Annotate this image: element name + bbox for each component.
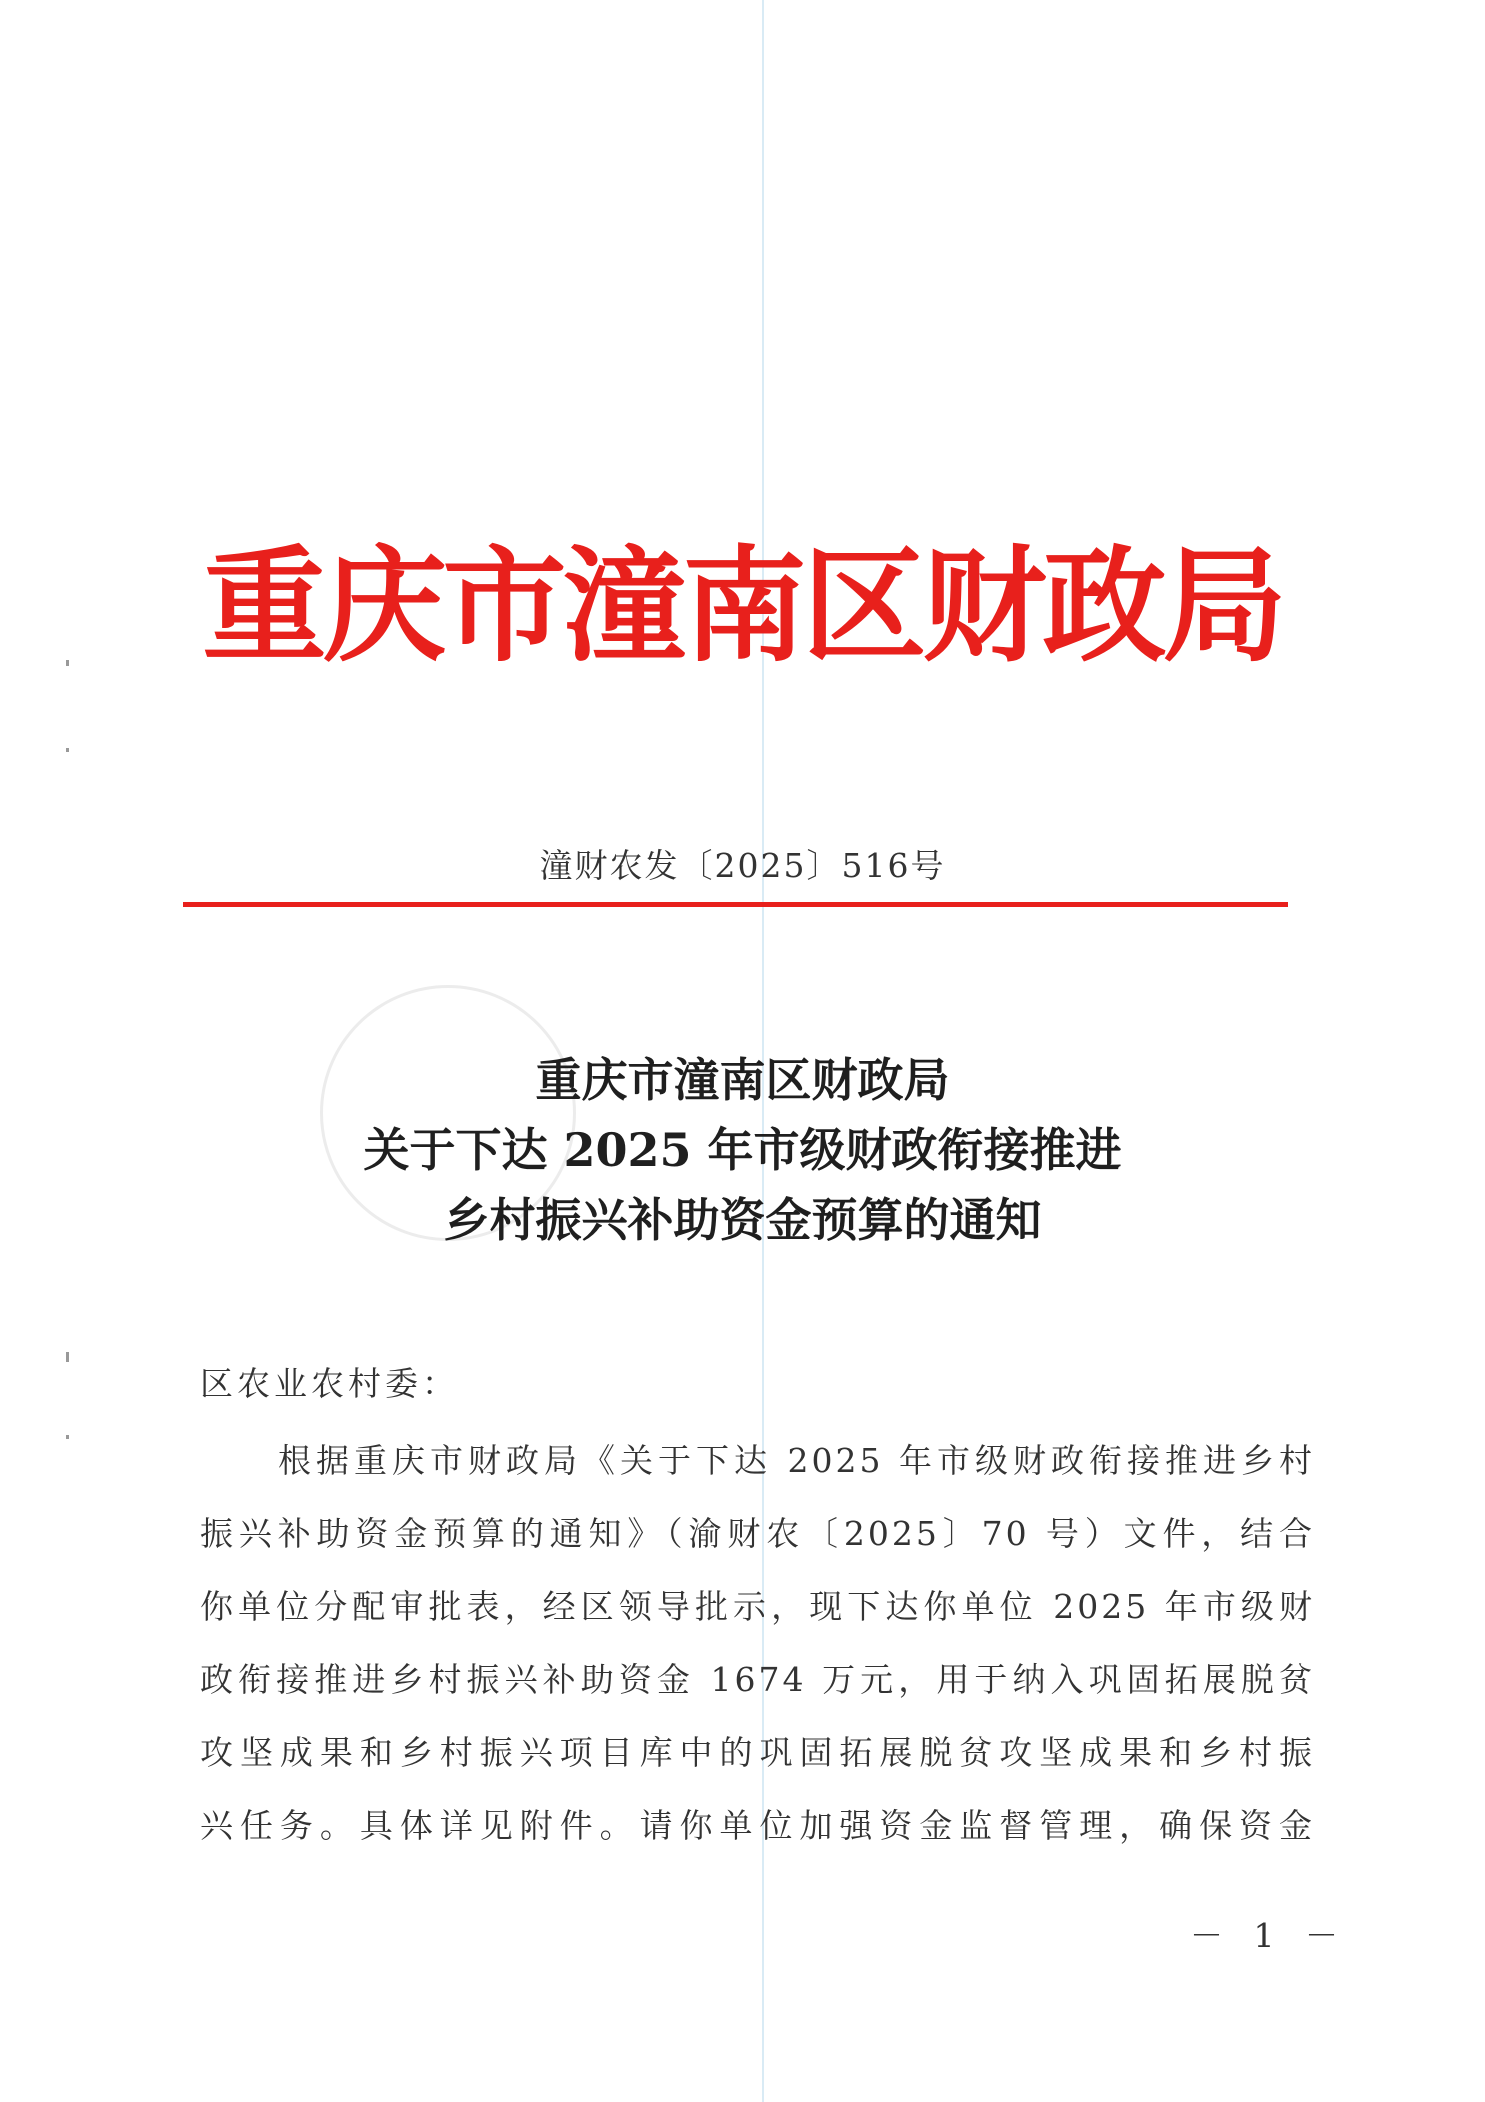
- title-line: 乡村振兴补助资金预算的通知: [443, 1193, 1042, 1247]
- recipient-salutation: 区农业农村委：: [200, 1364, 459, 1403]
- body-line: 振兴补助资金预算的通知》（渝财农〔2025〕70 号）文件，结合: [200, 1514, 1315, 1553]
- document-title: [0, 1045, 1485, 1255]
- page-number: － 1 －: [1190, 1916, 1348, 1955]
- agency-header-title: 重庆市潼南区财政局: [202, 534, 1283, 679]
- title-line: 关于下达 2025 年市级财政衔接推进: [363, 1123, 1122, 1177]
- margin-mark: [66, 1352, 69, 1362]
- document-number: 潼财农发〔2025〕516号: [539, 846, 946, 885]
- body-line: 政衔接推进乡村振兴补助资金 1674 万元，用于纳入巩固拓展脱贫: [200, 1660, 1315, 1699]
- body-line: 兴任务。具体详见附件。请你单位加强资金监督管理，确保资金: [200, 1806, 1315, 1845]
- margin-mark: [66, 748, 69, 752]
- red-divider-line: [183, 902, 1288, 907]
- margin-mark: [66, 1435, 69, 1439]
- body-line: 你单位分配审批表，经区领导批示，现下达你单位 2025 年市级财: [200, 1587, 1315, 1626]
- body-line: 攻坚成果和乡村振兴项目库中的巩固拓展脱贫攻坚成果和乡村振: [200, 1733, 1315, 1772]
- title-line: 重庆市潼南区财政局: [535, 1053, 950, 1107]
- body-line: 根据重庆市财政局《关于下达 2025 年市级财政衔接推进乡村: [278, 1441, 1315, 1480]
- body-paragraph: [200, 1424, 1315, 1862]
